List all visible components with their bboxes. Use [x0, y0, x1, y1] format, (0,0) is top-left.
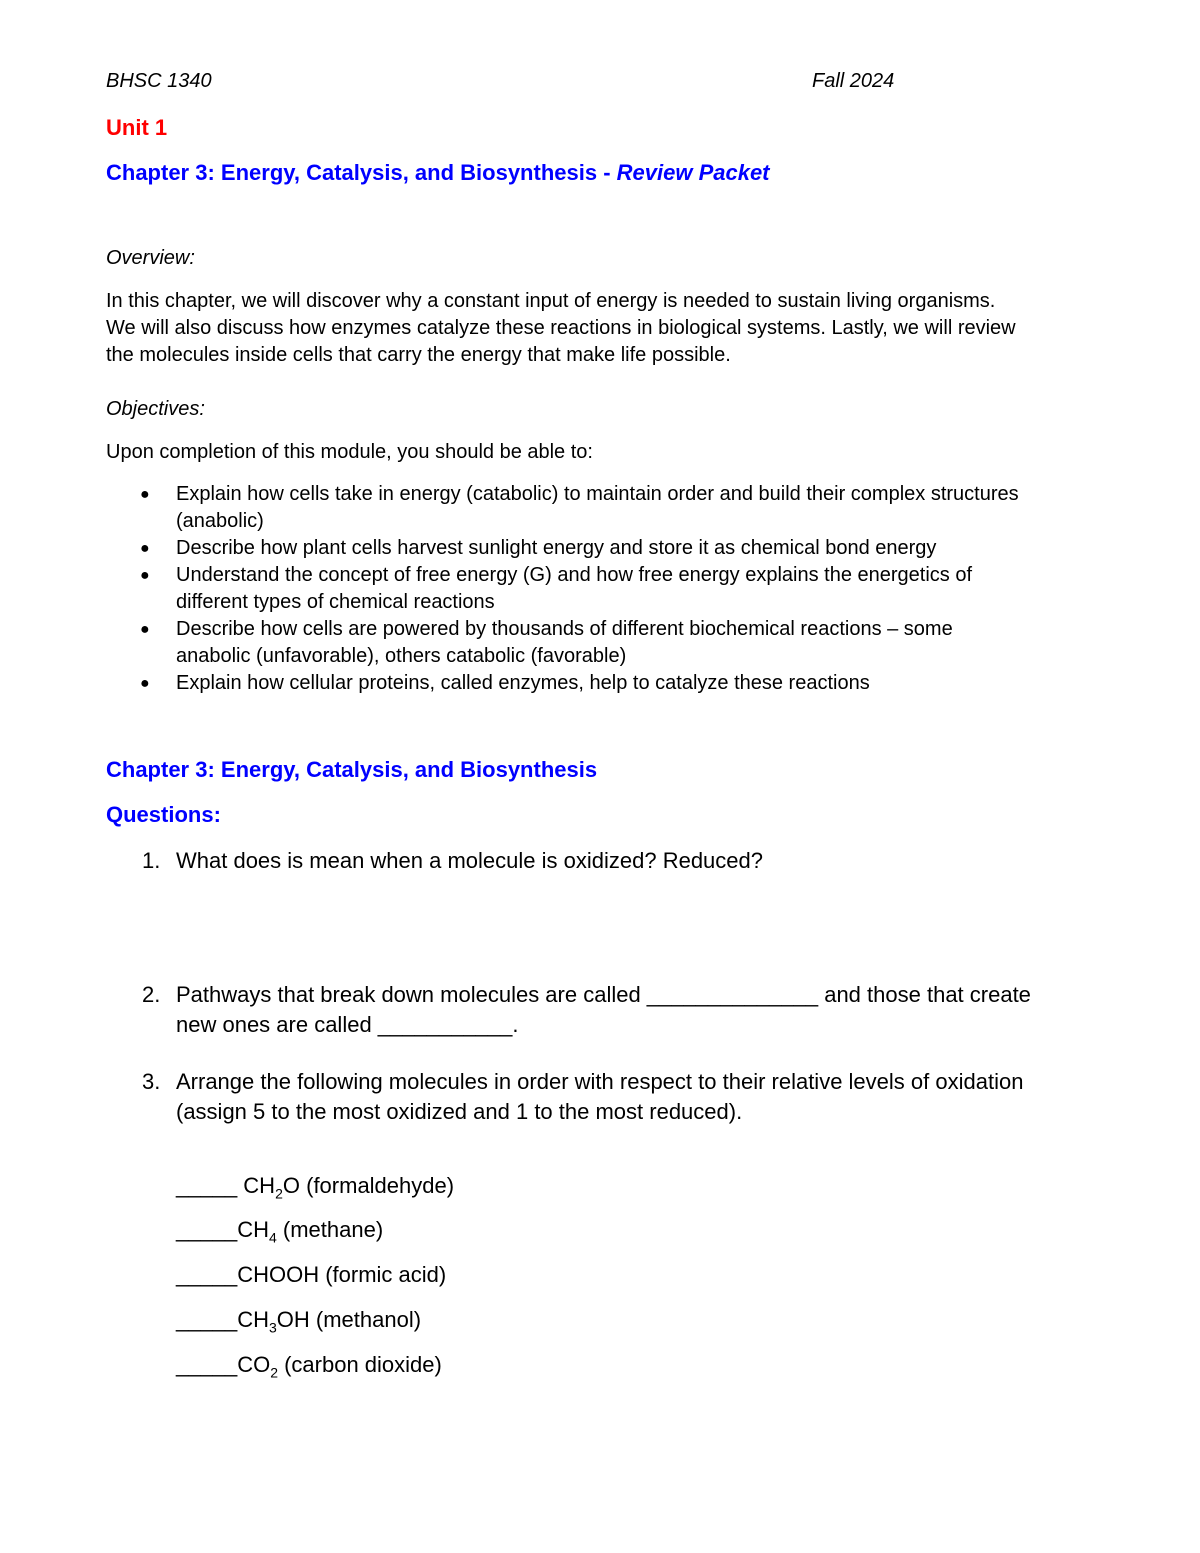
question-number: 1.: [142, 848, 161, 873]
question-text: What does is mean when a molecule is oxidized? Reduced?: [176, 848, 763, 873]
formula: CHOOH: [237, 1262, 320, 1287]
molecule-formic-acid: [176, 1262, 446, 1288]
objective-item: [106, 562, 1106, 616]
bullet-icon: ●: [140, 486, 150, 503]
objectives-label: Objectives:: [106, 398, 205, 420]
formula-subscript: 2: [270, 1364, 278, 1381]
molecule-name: (formic acid): [319, 1262, 447, 1287]
answer-blank: _____: [176, 1352, 238, 1377]
term-label: Fall 2024: [812, 70, 895, 92]
objective-item: [106, 616, 1106, 670]
question-1: [106, 846, 1106, 876]
objectives-list: [106, 481, 1106, 697]
objective-line: (anabolic): [176, 510, 264, 532]
objective-item: [106, 535, 1106, 562]
bullet-icon: ●: [140, 567, 150, 584]
molecule-name: (carbon dioxide): [277, 1352, 442, 1377]
overview-line: In this chapter, we will discover why a constant input of energy is needed to sustain living organisms.: [106, 290, 996, 312]
formula: CH: [237, 1217, 269, 1242]
objective-item: [106, 670, 1106, 697]
formula: OH: [276, 1307, 310, 1332]
questions-label: Questions:: [106, 802, 221, 827]
bullet-icon: ●: [140, 540, 150, 557]
question-number: 2.: [142, 982, 161, 1007]
question-text: new ones are called ___________.: [176, 1012, 519, 1037]
objective-line: anabolic (unfavorable), others catabolic (favorable): [176, 645, 627, 667]
formula-subscript: 2: [275, 1185, 283, 1202]
objective-line: Describe how plant cells harvest sunlight energy and store it as chemical bond energy: [176, 537, 937, 559]
objective-line: Explain how cellular proteins, called enzymes, help to catalyze these reactions: [176, 672, 870, 694]
molecule-name: (methanol): [309, 1307, 422, 1332]
formula-subscript: 3: [268, 1319, 277, 1336]
main-title-italic: Review Packet: [616, 160, 770, 185]
unit-title: Unit 1: [106, 115, 168, 140]
formula: CO: [237, 1352, 271, 1377]
overview-label: Overview:: [106, 247, 195, 269]
molecule-methanol: [176, 1307, 421, 1335]
course-code: BHSC 1340: [106, 70, 212, 92]
answer-blank: _____: [176, 1262, 238, 1287]
formula-subscript: 4: [268, 1229, 277, 1246]
molecule-name: (formaldehyde): [300, 1173, 455, 1198]
main-title-text: Chapter 3: Energy, Catalysis, and Biosynthesis -: [106, 160, 617, 185]
formula: CH: [243, 1173, 276, 1198]
objective-line: different types of chemical reactions: [176, 591, 495, 613]
objective-line: Explain how cells take in energy (catabolic) to maintain order and build their complex structures: [176, 483, 1019, 505]
question-number: 3.: [142, 1069, 161, 1094]
section-title: Chapter 3: Energy, Catalysis, and Biosynthesis: [106, 757, 598, 782]
molecule-carbon-dioxide: [176, 1352, 442, 1380]
molecule-name: (methane): [276, 1217, 384, 1242]
question-text: Pathways that break down molecules are called ______________ and those that create: [176, 982, 1031, 1007]
overview-line: the molecules inside cells that carry the energy that make life possible.: [106, 344, 731, 366]
bullet-icon: ●: [140, 675, 150, 692]
molecule-formaldehyde: [176, 1173, 454, 1201]
answer-blank: _____: [176, 1307, 238, 1332]
molecule-methane: [176, 1217, 383, 1245]
answer-blank: _____: [176, 1173, 244, 1198]
question-3: [106, 1067, 1106, 1127]
objective-line: Describe how cells are powered by thousands of different biochemical reactions – some: [176, 618, 953, 640]
main-title: [106, 160, 770, 186]
formula: O: [282, 1173, 300, 1198]
overview-paragraph: [106, 288, 1106, 369]
question-text: Arrange the following molecules in order with respect to their relative levels of oxidation: [176, 1069, 1024, 1094]
objectives-intro: Upon completion of this module, you should be able to:: [106, 441, 593, 463]
objective-line: Understand the concept of free energy (G) and how free energy explains the energetics of: [176, 564, 973, 586]
answer-blank: _____: [176, 1217, 238, 1242]
question-2: [106, 980, 1106, 1040]
objective-item: [106, 481, 1106, 535]
question-text: (assign 5 to the most oxidized and 1 to the most reduced).: [176, 1099, 743, 1124]
overview-line: We will also discuss how enzymes catalyze these reactions in biological systems. Lastly, we will review: [106, 317, 1016, 339]
bullet-icon: ●: [140, 621, 150, 638]
formula: CH: [237, 1307, 269, 1332]
